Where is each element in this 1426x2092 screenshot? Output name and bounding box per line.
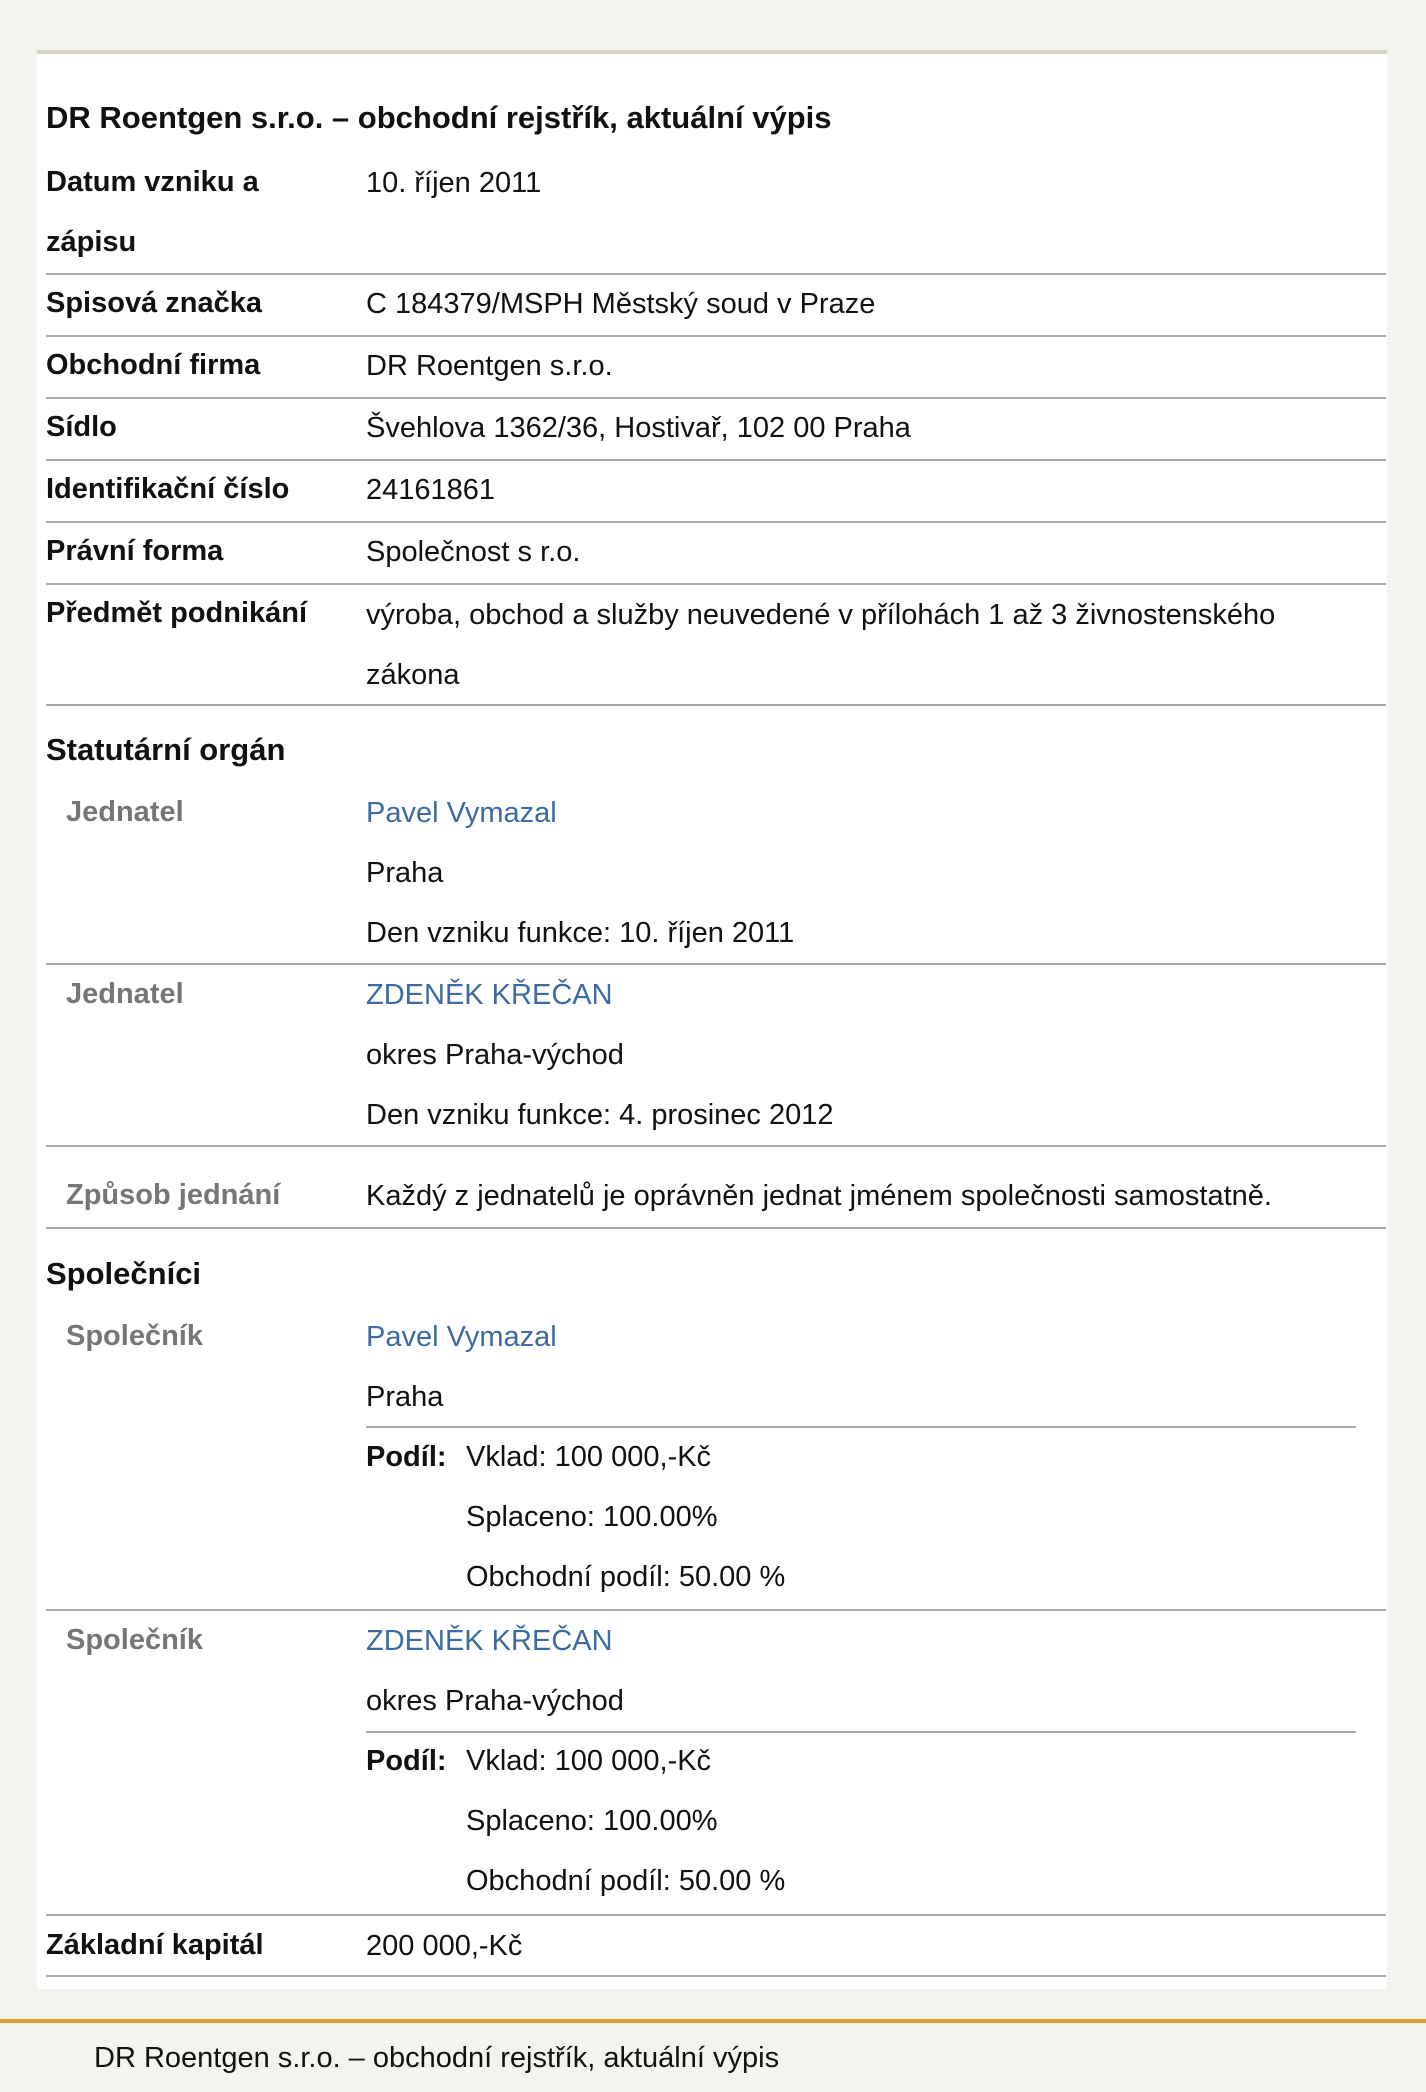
label-sidlo: Sídlo xyxy=(46,411,117,443)
label-jednatel: Jednatel xyxy=(66,796,184,828)
podil-splaceno: Splaceno: 100.00% xyxy=(466,1501,718,1533)
label-zpusob-jednani: Způsob jednání xyxy=(66,1179,281,1211)
divider xyxy=(46,273,1386,275)
label-jednatel: Jednatel xyxy=(66,978,184,1010)
label-datum-vzniku: Datum vzniku a zápisu xyxy=(46,166,259,258)
value-sidlo: Švehlova 1362/36, Hostivař, 102 00 Praha xyxy=(366,412,911,444)
label-identifikacni-cislo: Identifikační číslo xyxy=(46,473,290,505)
section-statutarni-organ: Statutární orgán xyxy=(46,732,286,767)
value-zpusob-jednani: Každý z jednatelů je oprávněn jednat jménem společnosti samostatně. xyxy=(366,1180,1272,1212)
value-pravni-forma: Společnost s r.o. xyxy=(366,536,581,568)
jednatel-since: Den vzniku funkce: 10. říjen 2011 xyxy=(366,917,795,949)
divider xyxy=(46,1914,1386,1916)
divider xyxy=(46,1975,1386,1977)
label-obchodni-firma: Obchodní firma xyxy=(46,349,261,381)
label-zakladni-kapital: Základní kapitál xyxy=(46,1929,264,1961)
podil-splaceno: Splaceno: 100.00% xyxy=(466,1805,718,1837)
label-spolecnik: Společník xyxy=(66,1320,203,1352)
divider xyxy=(46,1609,1386,1611)
label-predmet-podnikani: Předmět podnikání xyxy=(46,597,308,629)
value-predmet-podnikani: výroba, obchod a služby neuvedené v přílohách 1 až 3 živnostenského zákona xyxy=(366,599,1276,691)
spolecnik-place: okres Praha-východ xyxy=(366,1685,624,1717)
spolecnik-name-link[interactable]: ZDENĚK KŘEČAN xyxy=(366,1625,613,1657)
jednatel-place: okres Praha-východ xyxy=(366,1039,624,1071)
label-spolecnik: Společník xyxy=(66,1624,203,1656)
value-zakladni-kapital: 200 000,-Kč xyxy=(366,1930,523,1962)
jednatel-since: Den vzniku funkce: 4. prosinec 2012 xyxy=(366,1099,834,1131)
podil-vklad: Vklad: 100 000,-Kč xyxy=(466,1745,712,1777)
divider xyxy=(366,1426,1356,1428)
value-datum-vzniku: 10. říjen 2011 xyxy=(366,167,542,199)
value-identifikacni-cislo: 24161861 xyxy=(366,474,496,506)
value-spisova-znacka: C 184379/MSPH Městský soud v Praze xyxy=(366,288,876,320)
label-spisova-znacka: Spisová značka xyxy=(46,287,262,319)
divider xyxy=(46,963,1386,965)
footer-rule xyxy=(0,2019,1426,2023)
spolecnik-name-link[interactable]: Pavel Vymazal xyxy=(366,1321,557,1353)
extract-card xyxy=(37,50,1387,1989)
spolecnik-place: Praha xyxy=(366,1381,444,1413)
page-title: DR Roentgen s.r.o. – obchodní rejstřík, aktuální výpis xyxy=(46,100,832,135)
divider xyxy=(366,1731,1356,1733)
divider xyxy=(46,335,1386,337)
footer-text: DR Roentgen s.r.o. – obchodní rejstřík, aktuální výpis xyxy=(94,2042,780,2074)
jednatel-place: Praha xyxy=(366,857,444,889)
podil-obchodni: Obchodní podíl: 50.00 % xyxy=(466,1865,786,1897)
label-pravni-forma: Právní forma xyxy=(46,535,224,567)
podil-label: Podíl: xyxy=(366,1745,447,1777)
divider xyxy=(46,704,1386,706)
divider xyxy=(46,397,1386,399)
podil-obchodni: Obchodní podíl: 50.00 % xyxy=(466,1561,786,1593)
divider xyxy=(46,1145,1386,1147)
value-obchodni-firma: DR Roentgen s.r.o. xyxy=(366,350,613,382)
jednatel-name-link[interactable]: ZDENĚK KŘEČAN xyxy=(366,979,613,1011)
podil-label: Podíl: xyxy=(366,1441,447,1473)
jednatel-name-link[interactable]: Pavel Vymazal xyxy=(366,797,557,829)
section-spolecnici: Společníci xyxy=(46,1256,202,1291)
podil-vklad: Vklad: 100 000,-Kč xyxy=(466,1441,712,1473)
divider xyxy=(46,1227,1386,1229)
divider xyxy=(46,459,1386,461)
divider xyxy=(46,521,1386,523)
